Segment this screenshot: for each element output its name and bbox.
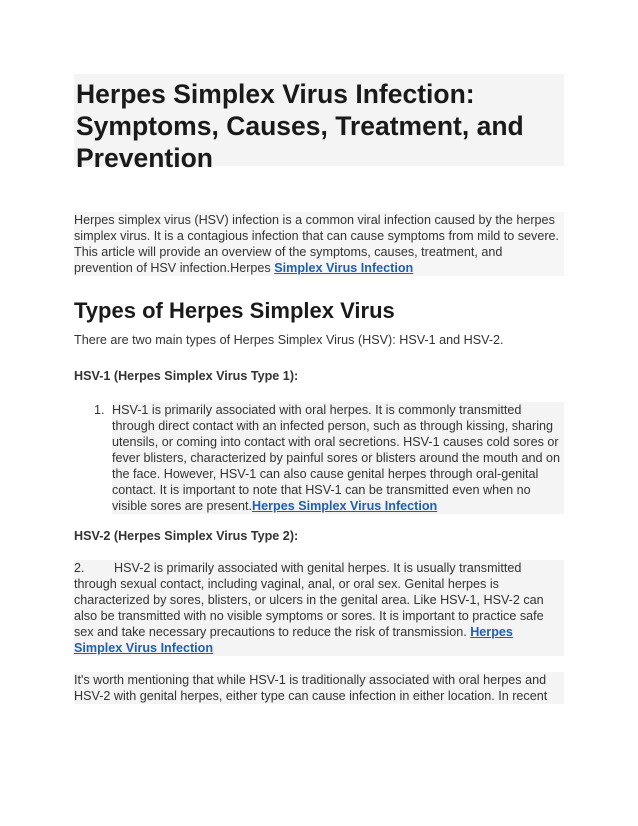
title-block (74, 74, 564, 173)
document-page (74, 74, 564, 704)
list-item-text (112, 402, 564, 514)
hsv2-number: 2. (74, 561, 85, 575)
hsv2-text: HSV-2 is primarily associated with genital herpes. It is usually transmitted through sexual contact, including vaginal, anal, or oral sex. Genital herpes is characterized by sores, blisters, or ulcers in the genital area. Like HSV-1, HSV-2 can also be transmitted with no visible symptoms or sores. It is important to practice safe sex and take necessary precautions to reduce the risk of transmission. (74, 561, 544, 639)
hsv1-text: HSV-1 is primarily associated with oral herpes. It is commonly transmitted through direct contact with an infected person, such as through kissing, sharing utensils, or coming into contact with oral secretions. HSV-1 causes cold sores or fever blisters, characterized by painful sores or blisters around the mouth and on the face. However, HSV-1 can also cause genital herpes through oral-genital contact. It is important to note that HSV-1 can be transmitted even when no visible sores are present. (112, 403, 561, 513)
hsv2-paragraph (74, 560, 564, 656)
types-heading: Types of Herpes Simplex Virus (74, 298, 395, 323)
types-lead-text: There are two main types of Herpes Simplex Virus (HSV): HSV-1 and HSV-2. (74, 333, 504, 347)
hsv2-heading: HSV-2 (Herpes Simplex Virus Type 2): (74, 529, 299, 543)
closing-paragraph: It's worth mentioning that while HSV-1 is traditionally associated with oral herpes and HSV-2 with genital herpes, either type can cause infection in either location. In recent (74, 672, 564, 704)
hsv1-heading: HSV-1 (Herpes Simplex Virus Type 1): (74, 369, 299, 383)
intro-text: Herpes simplex virus (HSV) infection is a common viral infection caused by the herpes simplex virus. It is a contagious infection that can cause symptoms from mild to severe. This article will provide an overview of the symptoms, causes, treatment, and prevention of HSV infection.Herpes (74, 213, 560, 275)
hsv2-link[interactable]: Herpes Simplex Virus Infection (74, 625, 513, 655)
hsv1-link[interactable]: Herpes Simplex Virus Infection (252, 499, 438, 513)
intro-link[interactable]: Simplex Virus Infection (274, 261, 414, 275)
page-title: Herpes Simplex Virus Infection: Symptoms, Causes, Treatment, and Prevention (76, 79, 524, 173)
list-item (74, 402, 564, 514)
intro-paragraph (74, 212, 564, 276)
list-item-number: 1. (94, 403, 105, 417)
